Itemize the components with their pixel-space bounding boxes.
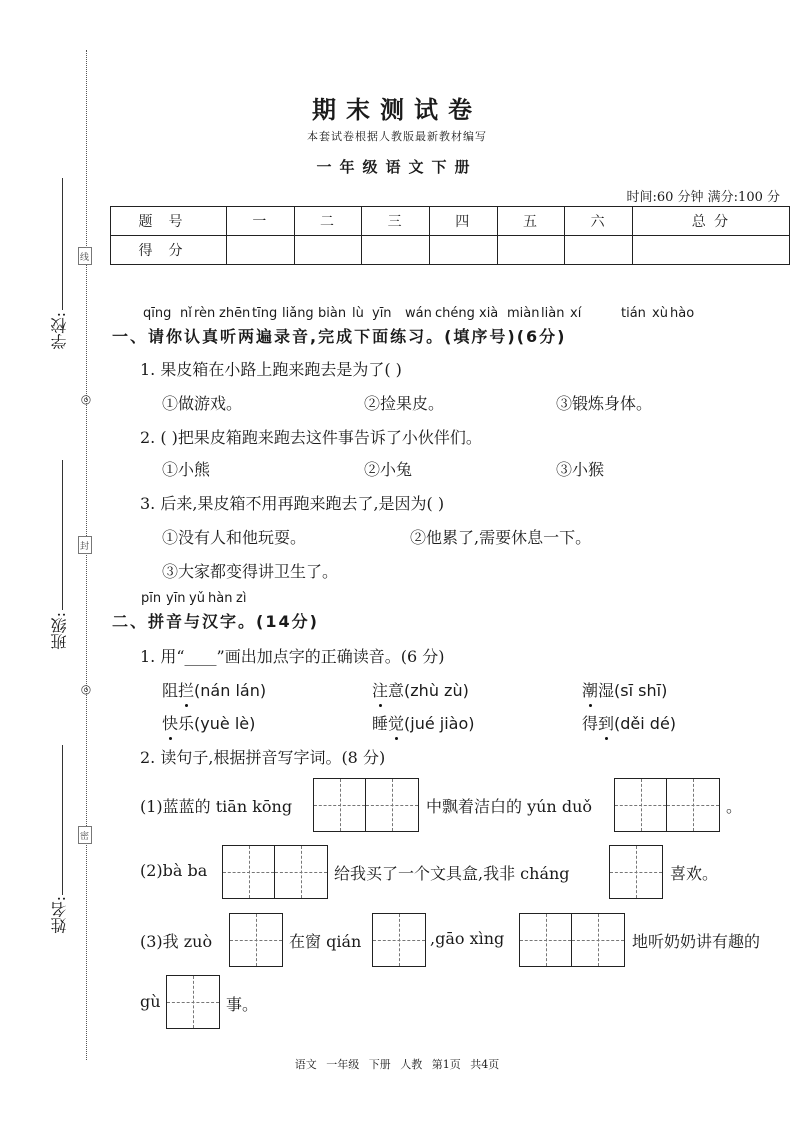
sentence-4-part-b: 事。 — [226, 995, 259, 1014]
writing-cell[interactable] — [167, 976, 219, 1028]
writing-grid-yunduo[interactable] — [614, 778, 720, 832]
q1-1-option-b: ②捡果皮。 — [364, 394, 445, 413]
school-label: 学校: — [50, 312, 69, 350]
dotted-char: 觉 — [388, 711, 404, 734]
pinyin-syllable: liǎng — [282, 306, 314, 321]
pinyin-syllable: miàn — [507, 306, 540, 321]
q1-3-option-c: ③大家都变得讲卫生了。 — [162, 562, 339, 581]
class-label: 班级: — [50, 612, 69, 650]
pinyin-syllable: yīn — [166, 591, 186, 606]
score-cell[interactable] — [429, 236, 497, 265]
exam-subtitle: 本套试卷根据人教版最新教材编写 — [307, 130, 487, 143]
dotted-char: 拦 — [178, 678, 194, 701]
q1-3-option-a: ①没有人和他玩耍。 — [162, 528, 307, 547]
pinyin-syllable: chéng — [435, 306, 475, 321]
header-cell: 一 — [227, 207, 295, 236]
sentence-2-part-a: (2)bà ba — [140, 861, 208, 880]
pinyin-syllable: lù — [352, 306, 364, 321]
score-table — [110, 206, 790, 265]
header-cell: 三 — [362, 207, 430, 236]
pinyin-syllable: liàn — [541, 306, 565, 321]
question-1-2: 2. ( )把果皮箱跑来跑去这件事告诉了小伙伴们。 — [140, 428, 482, 447]
sentence-2-part-c: 喜欢。 — [670, 864, 719, 883]
pinyin-syllable: xù — [652, 306, 668, 321]
school-blank-line — [62, 178, 63, 310]
word-char: 意 — [388, 681, 405, 700]
time-info: 时间:60 分钟 满分:100 分 — [626, 190, 780, 205]
page-footer: 语文 一年级 下册 人教 第1页 共4页 — [294, 1058, 500, 1071]
pronunciation-choices[interactable]: (zhù zù) — [404, 681, 469, 700]
q1-2-option-b: ②小兔 — [364, 460, 413, 479]
pronunciation-choices[interactable]: (sī shī) — [614, 681, 668, 700]
score-cell[interactable] — [565, 236, 633, 265]
pinyin-syllable: qīng — [143, 306, 172, 321]
class-blank-line — [62, 460, 63, 610]
pinyin-syllable: tīng — [252, 306, 278, 321]
pinyin-syllable: yīn — [372, 306, 392, 321]
exam-title: 期末测试卷 — [312, 96, 482, 124]
score-cell[interactable] — [362, 236, 430, 265]
writing-cell[interactable] — [610, 846, 662, 898]
writing-grid-tiankong[interactable] — [313, 778, 419, 832]
sentence-3-part-a: (3)我 zuò — [140, 932, 213, 951]
writing-cell[interactable] — [223, 846, 275, 898]
score-input-row — [111, 236, 790, 265]
q1-3-option-b: ②他累了,需要休息一下。 — [410, 528, 592, 547]
word-item — [162, 678, 266, 701]
pronunciation-choices[interactable]: (jué jiào) — [404, 714, 475, 733]
writing-cell[interactable] — [275, 846, 327, 898]
pronunciation-choices[interactable]: (nán lán) — [194, 681, 267, 700]
sentence-2-part-b: 给我买了一个文具盒,我非 cháng — [334, 864, 570, 883]
question-2-1: 1. 用“____”画出加点字的正确读音。(6 分) — [140, 647, 445, 666]
sentence-3-part-b: 在窗 qián — [289, 932, 362, 951]
sentence-1-part-c: 。 — [726, 797, 743, 816]
dotted-char: 潮 — [582, 678, 598, 701]
score-row-label: 得分 — [111, 236, 227, 265]
writing-grid-gaoxing[interactable] — [519, 913, 625, 967]
binding-dotted-line — [86, 50, 87, 1060]
score-cell[interactable] — [227, 236, 295, 265]
q1-2-option-a: ①小熊 — [162, 460, 211, 479]
score-cell[interactable] — [497, 236, 565, 265]
grade-label: 一年级语文下册 — [316, 158, 478, 176]
sentence-3-part-d: 地听奶奶讲有趣的 — [632, 932, 761, 951]
writing-cell[interactable] — [373, 914, 425, 966]
pinyin-syllable: hàn — [208, 591, 233, 606]
sentence-4-part-a: gù — [140, 992, 161, 1011]
word-item — [582, 678, 667, 701]
sentence-1-part-a: (1)蓝蓝的 tiān kōng — [140, 797, 293, 816]
pinyin-syllable: zì — [236, 591, 247, 606]
name-label: 姓名: — [50, 896, 69, 934]
pinyin-syllable: xí — [570, 306, 582, 321]
section1-heading: 一、请你认真听两遍录音,完成下面练习。(填序号)(6分) — [112, 327, 567, 346]
word-char: 湿 — [598, 681, 615, 700]
question-2-2: 2. 读句子,根据拼音写字词。(8 分) — [140, 748, 386, 767]
pinyin-syllable: zhēn — [219, 306, 251, 321]
header-cell: 五 — [497, 207, 565, 236]
writing-grid-gu[interactable] — [166, 975, 220, 1029]
word-item — [372, 711, 475, 734]
word-item — [582, 711, 676, 734]
pinyin-syllable: biàn — [318, 306, 347, 321]
writing-cell[interactable] — [667, 779, 719, 831]
writing-cell[interactable] — [230, 914, 282, 966]
header-cell: 总 分 — [632, 207, 789, 236]
question-1-1: 1. 果皮箱在小路上跑来跑去是为了( ) — [140, 360, 402, 379]
score-header-row — [111, 207, 790, 236]
sentence-3-part-c: ,gāo xìng — [430, 929, 505, 948]
seal-char-mi: 密 — [78, 826, 92, 844]
score-cell[interactable] — [294, 236, 362, 265]
dotted-char: 注 — [372, 678, 388, 701]
writing-cell[interactable] — [314, 779, 366, 831]
seal-char-xian: 线 — [78, 247, 92, 265]
pinyin-syllable: tián — [621, 306, 646, 321]
header-cell: 四 — [429, 207, 497, 236]
writing-cell[interactable] — [520, 914, 572, 966]
word-item — [372, 678, 469, 701]
writing-grid-zuo[interactable] — [229, 913, 283, 967]
dotted-char: 到 — [598, 711, 614, 734]
header-cell: 二 — [294, 207, 362, 236]
pinyin-syllable: xià — [479, 306, 499, 321]
q1-1-option-a: ①做游戏。 — [162, 394, 243, 413]
question-1-3: 3. 后来,果皮箱不用再跑来跑去了,是因为( ) — [140, 494, 445, 513]
name-blank-line — [62, 745, 63, 895]
q1-2-option-c: ③小猴 — [556, 460, 605, 479]
q1-1-option-c: ③锻炼身体。 — [556, 394, 653, 413]
header-cell: 六 — [565, 207, 633, 236]
section2-heading: 二、拼音与汉字。(14分) — [112, 612, 319, 631]
word-char: 乐 — [178, 714, 195, 733]
word-char: 得 — [582, 714, 599, 733]
writing-grid-chang[interactable] — [609, 845, 663, 899]
pinyin-syllable: wán — [405, 306, 432, 321]
pinyin-syllable: yǔ — [189, 591, 205, 606]
seal-char-feng: 封 — [78, 536, 92, 554]
word-char: 睡 — [372, 714, 389, 733]
writing-grid-qian[interactable] — [372, 913, 426, 967]
pinyin-syllable: nǐ — [180, 306, 192, 321]
pinyin-syllable: rèn — [194, 306, 216, 321]
sentence-1-part-b: 中飘着洁白的 yún duǒ — [426, 797, 593, 816]
pronunciation-choices[interactable]: (yuè lè) — [194, 714, 256, 733]
dotted-char: 快 — [162, 711, 178, 734]
writing-cell[interactable] — [615, 779, 667, 831]
binding-hole-icon: ◎ — [80, 392, 92, 406]
writing-grid-baba[interactable] — [222, 845, 328, 899]
binding-hole-icon: ◎ — [80, 682, 92, 696]
word-item — [162, 711, 255, 734]
header-cell: 题号 — [111, 207, 227, 236]
writing-cell[interactable] — [366, 779, 418, 831]
pinyin-syllable: hào — [670, 306, 695, 321]
pinyin-syllable: pīn — [141, 591, 162, 606]
score-cell[interactable] — [632, 236, 789, 265]
pronunciation-choices[interactable]: (děi dé) — [614, 714, 677, 733]
word-char: 阻 — [162, 681, 179, 700]
writing-cell[interactable] — [572, 914, 624, 966]
